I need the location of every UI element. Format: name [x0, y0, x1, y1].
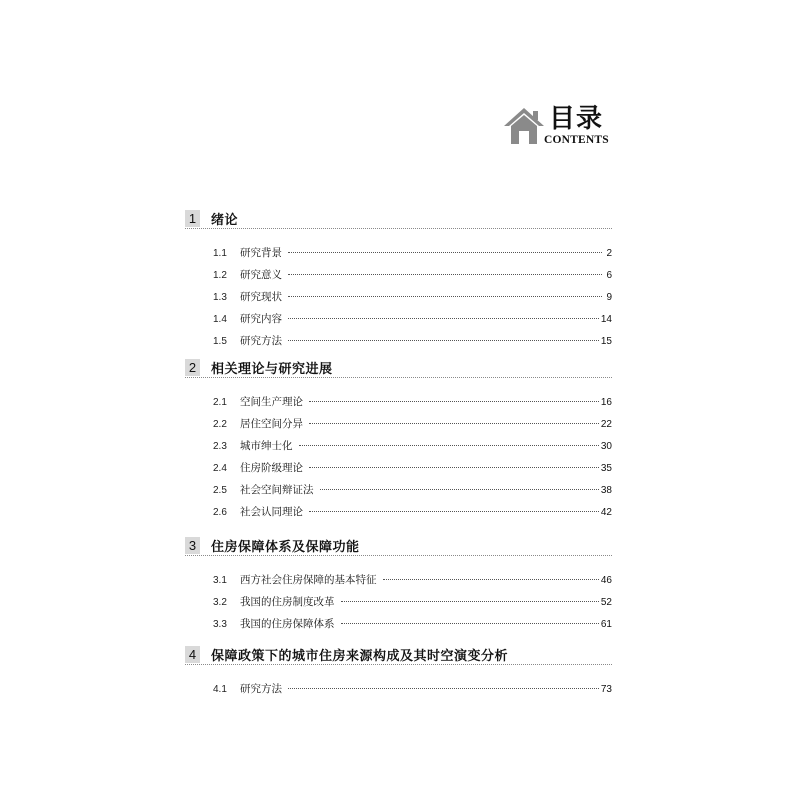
entry-title: 住房阶级理论 — [240, 462, 303, 474]
entry-title: 社会认同理论 — [240, 506, 303, 518]
dot-leader — [341, 623, 599, 624]
entry-number: 2.3 — [213, 441, 227, 452]
dot-leader — [288, 296, 602, 297]
dot-leader — [309, 511, 599, 512]
toc-entry[interactable] — [185, 435, 612, 457]
section-list — [185, 665, 612, 700]
entry-number: 1.5 — [213, 336, 227, 347]
entry-title: 西方社会住房保障的基本特征 — [240, 574, 377, 586]
entry-number: 1.4 — [213, 314, 227, 325]
dot-leader — [288, 688, 599, 689]
chapter-title: 住房保障体系及保障功能 — [211, 540, 360, 555]
entry-number: 4.1 — [213, 684, 227, 695]
dot-leader — [309, 467, 599, 468]
chapter-number: 1 — [185, 210, 200, 227]
chapter-number: 4 — [185, 646, 200, 663]
entry-page-number: 38 — [600, 485, 612, 496]
toc-entry[interactable] — [185, 413, 612, 435]
dot-leader — [288, 274, 602, 275]
entry-title: 居住空间分异 — [240, 418, 303, 430]
dot-leader — [341, 601, 599, 602]
chapter-title: 相关理论与研究进展 — [211, 362, 333, 377]
dot-leader — [309, 401, 599, 402]
entry-number: 2.1 — [213, 397, 227, 408]
entry-number: 2.4 — [213, 463, 227, 474]
entry-page-number: 61 — [600, 619, 612, 630]
toc-entry[interactable] — [185, 286, 612, 308]
entry-number: 1.3 — [213, 292, 227, 303]
dot-leader — [288, 318, 599, 319]
dot-leader — [288, 252, 602, 253]
toc-title: 目录 — [549, 104, 604, 134]
chapter-1 — [185, 209, 612, 358]
chapter-title: 绪论 — [211, 213, 239, 228]
toc-entry[interactable] — [185, 569, 612, 591]
entry-page-number: 15 — [600, 336, 612, 347]
section-list — [185, 229, 612, 358]
entry-title: 我国的住房制度改革 — [240, 596, 335, 608]
toc-subtitle: CONTENTS — [544, 134, 609, 146]
entry-page-number: 2 — [606, 248, 612, 259]
chapter-2 — [185, 358, 612, 536]
toc-entry[interactable] — [185, 479, 612, 501]
toc-entry[interactable] — [185, 457, 612, 479]
entry-page-number: 22 — [600, 419, 612, 430]
entry-page-number: 30 — [600, 441, 612, 452]
entry-number: 3.2 — [213, 597, 227, 608]
entry-page-number: 35 — [600, 463, 612, 474]
entry-page-number: 42 — [600, 507, 612, 518]
entry-page-number: 46 — [600, 575, 612, 586]
entry-page-number: 9 — [606, 292, 612, 303]
toc-entry[interactable] — [185, 678, 612, 700]
toc-entry[interactable] — [185, 264, 612, 286]
entry-title: 研究方法 — [240, 683, 282, 695]
toc-entry[interactable] — [185, 308, 612, 330]
chapter-number: 2 — [185, 359, 200, 376]
chapter-heading[interactable] — [185, 536, 612, 556]
section-list — [185, 378, 612, 536]
entry-title: 研究现状 — [240, 291, 282, 303]
entry-number: 2.2 — [213, 419, 227, 430]
toc-entry[interactable] — [185, 330, 612, 352]
entry-page-number: 6 — [606, 270, 612, 281]
entry-page-number: 52 — [600, 597, 612, 608]
entry-page-number: 16 — [600, 397, 612, 408]
entry-title: 城市绅士化 — [240, 440, 293, 452]
toc-entry[interactable] — [185, 501, 612, 523]
dot-leader — [320, 489, 599, 490]
entry-page-number: 73 — [600, 684, 612, 695]
dot-leader — [288, 340, 599, 341]
entry-title: 我国的住房保障体系 — [240, 618, 335, 630]
toc-entry[interactable] — [185, 391, 612, 413]
chapter-heading[interactable] — [185, 645, 612, 665]
toc-entry[interactable] — [185, 242, 612, 264]
chapter-title: 保障政策下的城市住房来源构成及其时空演变分析 — [211, 649, 509, 664]
entry-title: 空间生产理论 — [240, 396, 303, 408]
entry-number: 1.1 — [213, 248, 227, 259]
dot-leader — [309, 423, 599, 424]
chapter-heading[interactable] — [185, 358, 612, 378]
entry-title: 社会空间辩证法 — [240, 484, 314, 496]
dot-leader — [383, 579, 599, 580]
toc-header — [502, 106, 614, 152]
dot-leader — [299, 445, 599, 446]
section-list — [185, 556, 612, 645]
house-icon — [502, 106, 546, 146]
entry-number: 3.1 — [213, 575, 227, 586]
chapter-4 — [185, 645, 612, 700]
entry-number: 2.5 — [213, 485, 227, 496]
toc-entry[interactable] — [185, 613, 612, 635]
entry-title: 研究方法 — [240, 335, 282, 347]
table-of-contents — [185, 209, 612, 700]
chapter-number: 3 — [185, 537, 200, 554]
toc-entry[interactable] — [185, 591, 612, 613]
chapter-3 — [185, 536, 612, 645]
entry-number: 2.6 — [213, 507, 227, 518]
entry-number: 1.2 — [213, 270, 227, 281]
entry-title: 研究背景 — [240, 247, 282, 259]
entry-title: 研究内容 — [240, 313, 282, 325]
entry-number: 3.3 — [213, 619, 227, 630]
entry-title: 研究意义 — [240, 269, 282, 281]
entry-page-number: 14 — [600, 314, 612, 325]
chapter-heading[interactable] — [185, 209, 612, 229]
